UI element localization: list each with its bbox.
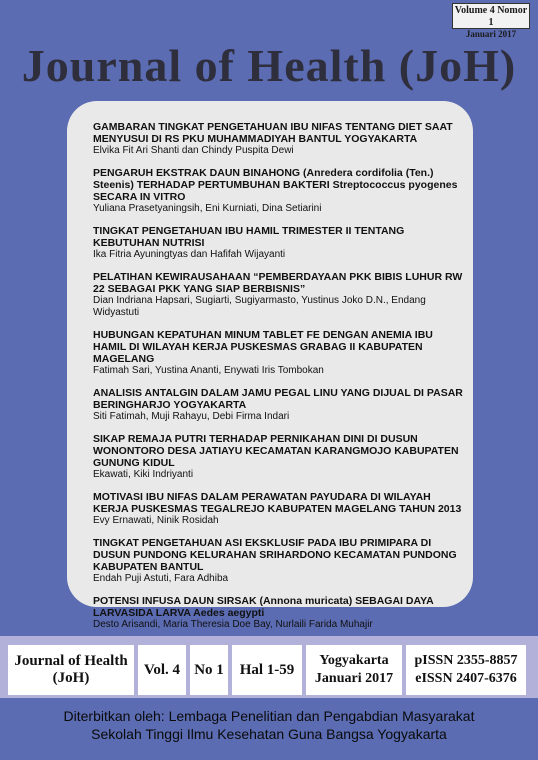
article-authors: Evy Ernawati, Ninik Rosidah [93,515,219,526]
article-entry [93,167,463,215]
article-title: POTENSI INFUSA DAUN SIRSAK (Annona muricata) SEBAGAI DAYA LARVASIDA LARVA Aedes aegypti [93,595,434,619]
issn-cell [406,645,526,695]
publication-city: Yogyakarta [319,653,389,668]
article-entry [93,271,463,319]
article-authors: Desto Arisandi, Maria Theresia Doe Bay, Nurlaili Farida Muhajir [93,619,373,630]
article-title: HUBUNGAN KEPATUHAN MINUM TABLET FE DENGAN ANEMIA IBU HAMIL DI WILAYAH KERJA PUSKESMAS GRABAG II KABUPATEN MAGELANG [93,329,433,365]
article-entry [93,537,463,585]
article-entry [93,225,463,261]
article-authors: Endah Puji Astuti, Fara Adhiba [93,573,229,584]
journal-name-cell [8,645,134,695]
article-authors: Siti Fatimah, Muji Rahayu, Debi Firma Indari [93,411,290,422]
article-authors: Elvika Fit Ari Shanti dan Chindy Puspita Dewi [93,145,294,156]
issue-number-cell: No 1 [190,645,228,695]
journal-info-bar [8,645,526,695]
article-title: GAMBARAN TINGKAT PENGETAHUAN IBU NIFAS TENTANG DIET SAAT MENYUSUI DI RS PKU MUHAMMADIYAH BANTUL YOGYAKARTA [93,121,453,145]
article-entry [93,121,463,157]
article-authors: Fatimah Sari, Yustina Ananti, Enywati Iris Tombokan [93,365,324,376]
journal-name: Journal of Health [14,653,128,669]
article-title: ANALISIS ANTALGIN DALAM JAMU PEGAL LINU YANG DIJUAL DI PASAR BERINGHARJO YOGYAKARTA [93,387,463,411]
volume-date: Januari 2017 [465,29,517,39]
publication-date: Januari 2017 [314,671,394,686]
article-entry [93,595,463,631]
journal-title: Journal of Health (JoH) [21,40,517,91]
institution-line: Sekolah Tinggi Ilmu Kesehatan Guna Bangsa Yogyakarta [91,726,447,742]
article-title: PENGARUH EKSTRAK DAUN BINAHONG (Anredera cordifolia (Ten.) Steenis) TERHADAP PERTUMBUHAN BAKTERI Streptococcus pyogenes SECARA IN VITRO [93,167,458,203]
volume-number: Volume 4 Nomor 1 [454,5,528,28]
table-of-contents-panel [67,101,473,630]
article-title: MOTIVASI IBU NIFAS DALAM PERAWATAN PAYUDARA DI WILAYAH KERJA PUSKESMAS TEGALREJO KABUPATEN MAGELANG TAHUN 2013 [93,491,462,515]
place-date-cell [306,645,402,695]
publisher-statement [0,707,538,743]
electronic-issn: eISSN 2407-6376 [415,671,517,686]
article-authors: Yuliana Prasetyaningsih, Eni Kurniati, Dina Setiarini [93,203,322,214]
journal-abbreviation: (JoH) [52,670,90,686]
article-entry [93,491,463,527]
article-title: TINGKAT PENGETAHUAN ASI EKSKLUSIF PADA IBU PRIMIPARA DI DUSUN PUNDONG KELURAHAN SRIHARDONO KECAMATAN PUNDONG KABUPATEN BANTUL [93,537,457,573]
article-title: TINGKAT PENGETAHUAN IBU HAMIL TRIMESTER II TENTANG KEBUTUHAN NUTRISI [93,225,405,249]
article-entry [93,329,463,377]
article-entry [93,433,463,481]
publisher-line: Diterbitkan oleh: Lembaga Penelitian dan Pengabdian Masyarakat [63,708,475,724]
print-issn: pISSN 2355-8857 [414,653,518,668]
article-title: SIKAP REMAJA PUTRI TERHADAP PERNIKAHAN DINI DI DUSUN WONONTORO DESA JATIAYU KECAMATAN KARANGMOJO KABUPATEN GUNUNG KIDUL [93,433,459,469]
article-entry [93,387,463,423]
volume-box [452,3,530,39]
article-authors: Ika Fitria Ayuningtyas dan Hafifah Wijayanti [93,249,286,260]
article-authors: Dian Indriana Hapsari, Sugiarti, Sugiyarmasto, Yustinus Joko D.N., Endang Widyastuti [93,295,426,318]
article-authors: Ekawati, Kiki Indriyanti [93,469,194,480]
article-title: PELATIHAN KEWIRAUSAHAAN “PEMBERDAYAAN PKK BIBIS LUHUR RW 22 SEBAGAI PKK YANG SIAP BERBISNIS” [93,271,463,295]
pages-cell: Hal 1-59 [232,645,302,695]
volume-cell: Vol. 4 [138,645,186,695]
